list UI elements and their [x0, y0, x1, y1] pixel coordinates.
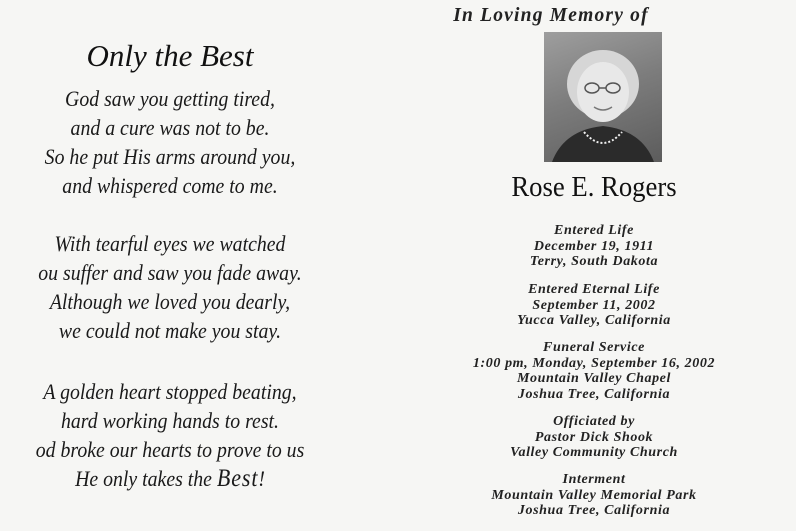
info-line: Entered Life [554, 223, 634, 238]
info-line: Mountain Valley Memorial Park [491, 487, 697, 503]
info-line: Officiated by [553, 414, 635, 429]
poem-stanza-1 [0, 84, 340, 200]
poem-line-final [20, 464, 319, 493]
poem-line: Although we loved you dearly, [49, 289, 291, 314]
poem-line: and whispered come to me. [62, 173, 278, 198]
poem-line: and a cure was not to be. [70, 115, 270, 140]
info-line: December 19, 1911 [533, 238, 655, 254]
info-line: Entered Eternal Life [528, 282, 660, 297]
poem-stanza-2 [0, 229, 340, 345]
portrait-photo-icon [544, 32, 662, 162]
deceased-name: Rose E. Rogers [511, 171, 677, 203]
poem-line: ou suffer and saw you fade away. [38, 260, 302, 285]
info-line: Joshua Tree, California [517, 386, 671, 402]
poem-line: So he put His arms around you, [44, 144, 296, 169]
info-line: 1:00 pm, Monday, September 16, 2002 [472, 355, 716, 371]
poem-line: With tearful eyes we watched [54, 231, 286, 256]
info-line: Funeral Service [543, 340, 645, 355]
memorial-header: In Loving Memory of [453, 5, 649, 26]
info-line: Joshua Tree, California [517, 503, 671, 518]
info-line: Yucca Valley, California [517, 313, 671, 328]
info-line: Mountain Valley Chapel [516, 371, 671, 386]
entered-eternal-life-block [392, 282, 796, 329]
poem-panel [0, 0, 392, 531]
poem-line: God saw you getting tired, [65, 86, 275, 111]
entered-life-block [392, 223, 796, 270]
poem-title: Only the Best [86, 38, 254, 73]
poem-line: A golden heart stopped beating, [43, 379, 297, 404]
poem-line: we could not make you stay. [58, 318, 282, 343]
poem-stanza-3 [0, 377, 340, 493]
portrait-photo [544, 32, 662, 162]
info-line: Pastor Dick Shook [534, 429, 654, 445]
info-line: Valley Community Church [510, 445, 678, 460]
memorial-panel [392, 0, 796, 531]
poem-exclamation: ! [258, 466, 265, 491]
funeral-service-block [392, 340, 796, 402]
poem-line: hard working hands to rest. [60, 408, 279, 433]
poem-emphasis: Best [216, 465, 259, 492]
poem-line: od broke our hearts to prove to us [35, 437, 305, 462]
info-line: Interment [562, 472, 626, 487]
poem-line-text: He only takes the [75, 466, 212, 491]
interment-block [392, 472, 796, 519]
info-line: September 11, 2002 [532, 297, 656, 313]
info-line: Terry, South Dakota [529, 254, 659, 269]
officiated-block [392, 414, 796, 461]
